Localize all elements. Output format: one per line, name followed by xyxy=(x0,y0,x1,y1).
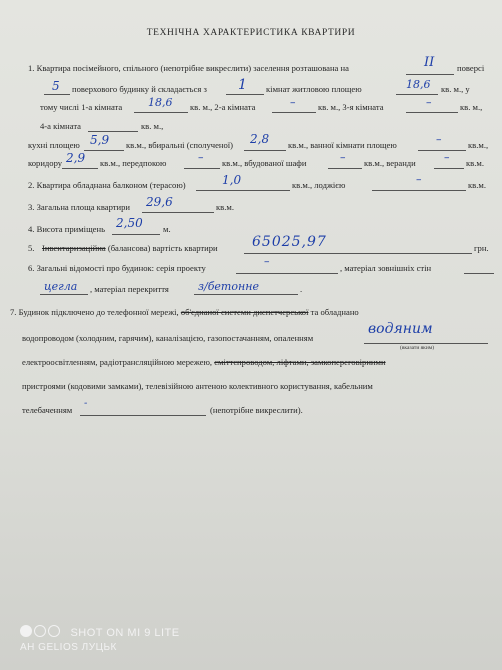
item1-line3c: кв. м., 3-я кімната xyxy=(318,102,384,112)
item2-unit: кв.м. xyxy=(468,180,486,190)
cable-tv-value: - xyxy=(84,398,88,409)
item7-line1c: та обладнано xyxy=(310,307,359,317)
item5-label-rest: (балансова) вартість квартири xyxy=(107,243,218,253)
item7-struck-dispatch: об'єднаної системи диспетчерської xyxy=(180,307,309,317)
walls-value: цегла xyxy=(44,280,78,293)
item1-line1-end: поверсі xyxy=(457,63,485,73)
item1-line6a: коридору xyxy=(28,158,63,168)
hall-value: – xyxy=(198,151,204,164)
item1-line2b: кімнат житловою площею xyxy=(266,84,362,94)
item5-label xyxy=(28,243,218,254)
item5-unit: грн. xyxy=(474,243,489,253)
item6-label: 6. Загальні відомості про будинок: серія проекту xyxy=(28,263,206,273)
toilet-underline xyxy=(244,150,286,151)
room2-underline xyxy=(272,112,316,113)
item7-line1a: 7. Будинок підключено до телефонної мережі, xyxy=(10,307,179,317)
item4-label: 4. Висота приміщень xyxy=(28,224,106,234)
room1-value: 18,6 xyxy=(148,96,173,109)
item4-unit: м. xyxy=(163,224,171,234)
item1-line6e: кв.м. xyxy=(466,158,484,168)
closet-value: – xyxy=(340,151,346,164)
room1-underline xyxy=(134,112,188,113)
document-title: ТЕХНІЧНА ХАРАКТЕРИСТИКА КВАРТИРИ xyxy=(146,28,356,38)
heating-value: водяним xyxy=(368,321,433,337)
living-area-underline xyxy=(396,94,438,95)
watermark-line1: SHOT ON MI 9 LITE xyxy=(70,627,180,639)
corridor-value: 2,9 xyxy=(66,151,86,165)
item6-floors-label: , матеріал перекриття xyxy=(90,284,169,294)
item1-line5c: кв.м., ванної кімнати площею xyxy=(288,140,397,150)
item5-number: 5. xyxy=(28,243,35,253)
item7-line4: пристроями (кодовими замками), телевізійною антеною колективного користування, кабельним xyxy=(22,381,373,391)
balcony-underline xyxy=(196,190,290,191)
item7-line5a: телебаченням xyxy=(22,405,73,415)
corridor-underline xyxy=(62,168,98,169)
camera-watermark xyxy=(20,624,180,653)
item7-line5b: (непотрібне викреслити). xyxy=(210,405,303,415)
cost-value: 65025,97 xyxy=(252,234,327,250)
rooms-value: 1 xyxy=(238,77,247,93)
floors-material-value: з/бетонне xyxy=(198,280,259,293)
living-area-value: 18,6 xyxy=(406,78,431,91)
item1-line3a: тому числі 1-а кімната xyxy=(40,102,123,112)
walls-underline-1 xyxy=(464,273,494,274)
item1-line5a: кухні площею xyxy=(28,140,80,150)
kitchen-underline xyxy=(84,150,124,151)
bath-underline xyxy=(418,150,466,151)
balcony-value: 1,0 xyxy=(222,173,242,187)
value-underline xyxy=(244,253,472,254)
floors-total-underline xyxy=(44,94,70,95)
floors-underline xyxy=(194,294,298,295)
item3-label: 3. Загальна площа квартири xyxy=(28,202,131,212)
item1-line6c: кв.м., вбудованої шафи xyxy=(222,158,307,168)
floors-total-value: 5 xyxy=(52,79,60,93)
item7-line3a: електроосвітленням, радіотрансляційною мережею, xyxy=(22,357,213,367)
watermark-line2: AH GELIOS ЛУЦЬК xyxy=(20,642,117,653)
total-area-value: 29,6 xyxy=(146,195,173,209)
hall-underline xyxy=(184,168,220,169)
loggia-underline xyxy=(372,190,466,191)
item7-line1 xyxy=(10,307,359,318)
walls-underline-2 xyxy=(40,294,88,295)
item1-line4a: 4-а кімната xyxy=(40,121,81,131)
heating-hint: (вказати яким) xyxy=(400,345,435,351)
veranda-underline xyxy=(434,168,464,169)
item1-line6b: кв.м., передпокою xyxy=(100,158,167,168)
item7-struck-services: сміттєпроводом, ліфтами, замкопереговірними xyxy=(214,357,386,367)
toilet-value: 2,8 xyxy=(250,132,270,146)
camera-dots-icon xyxy=(20,624,62,642)
item3-unit: кв.м. xyxy=(216,202,234,212)
height-underline xyxy=(112,234,160,235)
item2-label: 2. Квартира обладнана балконом (терасою) xyxy=(28,180,186,190)
veranda-value: – xyxy=(444,151,450,164)
floor-value: II xyxy=(424,55,435,70)
item1-line2a: поверхового будинку й складається з xyxy=(72,84,207,94)
room2-value: – xyxy=(290,96,296,109)
item1-line3d: кв. м., xyxy=(460,102,483,112)
item5-struck-word: Інвентаризаційна xyxy=(42,243,106,253)
item1-line6d: кв.м., веранди xyxy=(364,158,416,168)
series-underline xyxy=(236,273,338,274)
item1-line5b: кв.м., вбиральні (сполученої) xyxy=(126,140,234,150)
room3-underline xyxy=(406,112,458,113)
item1-line2c: кв. м., у xyxy=(441,84,470,94)
item7-line2: водопроводом (холодним, гарячим), каналізацією, газопостачанням, опаленням xyxy=(22,333,314,343)
item7-line3 xyxy=(22,357,386,368)
floor-underline xyxy=(406,74,454,75)
item1-line3b: кв. м., 2-а кімната xyxy=(190,102,256,112)
item6-walls-label: , матеріал зовнішніх стін xyxy=(340,263,432,273)
height-value: 2,50 xyxy=(116,216,143,230)
total-area-underline xyxy=(142,212,214,213)
room4-underline xyxy=(88,131,138,132)
bath-value: – xyxy=(436,133,442,146)
cable-tv-underline xyxy=(80,415,206,416)
rooms-underline xyxy=(226,94,264,95)
series-value: – xyxy=(264,255,270,268)
closet-underline xyxy=(328,168,362,169)
item1-line4b: кв. м., xyxy=(141,121,164,131)
room3-value: – xyxy=(426,96,432,109)
item6-end: . xyxy=(300,284,303,294)
heating-underline xyxy=(364,343,488,344)
loggia-value: – xyxy=(416,173,422,186)
kitchen-value: 5,9 xyxy=(90,133,110,147)
item1-line5d: кв.м., xyxy=(468,140,489,150)
item1-line1: 1. Квартира посімейного, спільного (непотрібне викреслити) заселення розташована на xyxy=(28,63,349,73)
item2-loggia-label: кв.м., лоджією xyxy=(292,180,346,190)
